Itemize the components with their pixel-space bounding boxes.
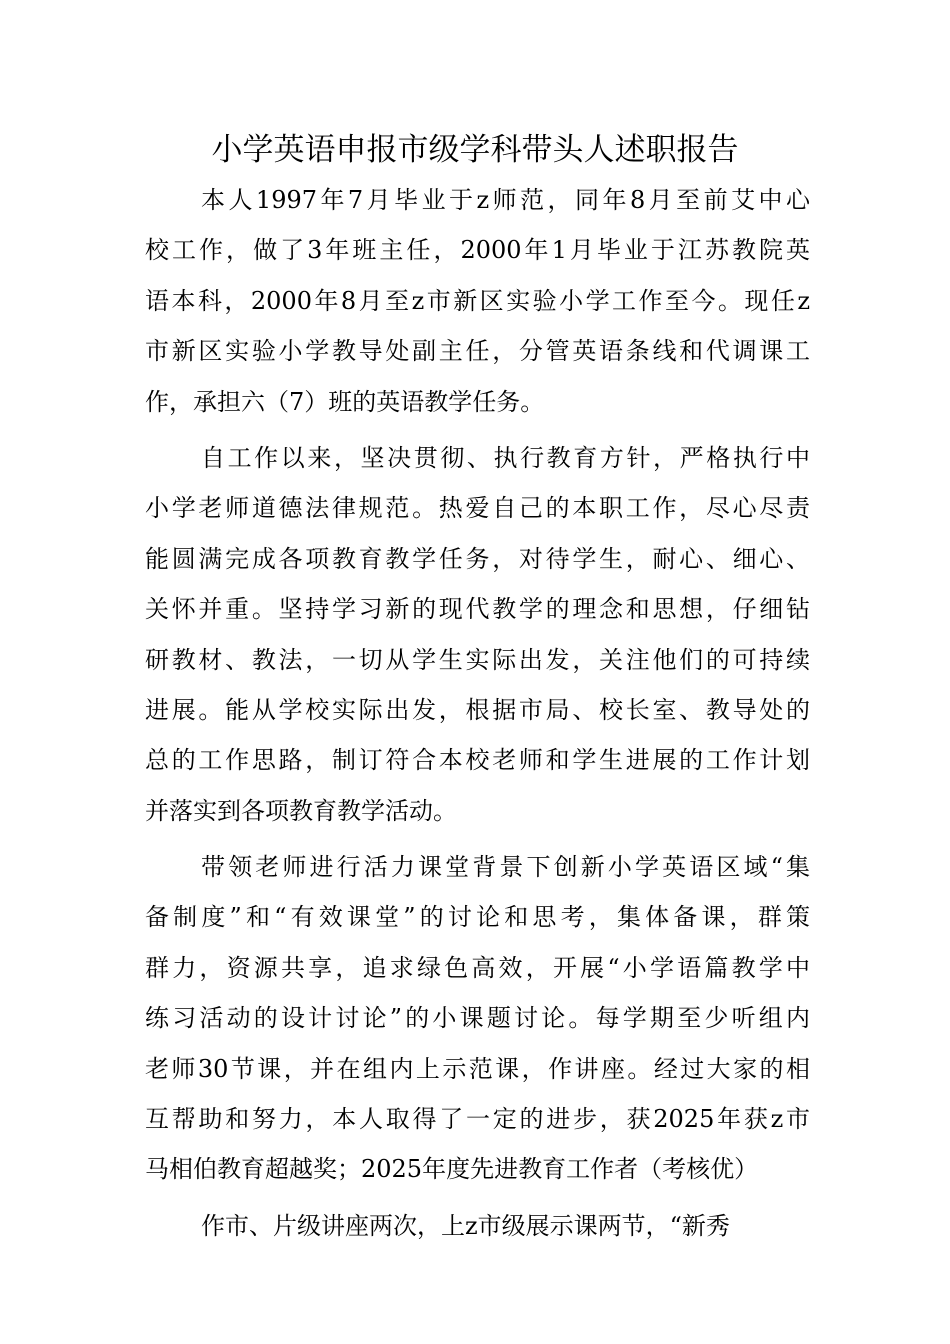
paragraph [145,433,810,836]
text-line: 校工作，做了3年班主任，2000年1月毕业于江苏教院英 [145,236,810,265]
text-line: 总的工作思路，制订符合本校老师和学生进展的工作计划 [145,746,810,775]
text-line: 关怀并重。坚持学习新的现代教学的理念和思想，仔细钻 [145,595,810,624]
text-line: 马相伯教育超越奖；2025年度先进教育工作者（考核优） [145,1155,759,1184]
text-line: 练习活动的设计讨论”的小课题讨论。每学期至少听组内 [145,1004,810,1033]
text-line: 备制度”和“有效课堂”的讨论和思考，集体备课，群策 [145,903,810,932]
text-line: 进展。能从学校实际出发，根据市局、校长室、教导处的 [145,695,810,724]
paragraph [145,1201,810,1251]
text-line: 带领老师进行活力课堂背景下创新小学英语区域“集 [201,853,810,882]
text-line: 群力，资源共享，追求绿色高效，开展“小学语篇教学中 [145,953,810,982]
text-line: 并落实到各项教育教学活动。 [145,796,457,825]
text-line: 作，承担六（7）班的英语教学任务。 [145,387,545,416]
text-line: 语本科，2000年8月至z市新区实验小学工作至今。现任z [145,286,810,315]
document-body [145,175,810,1251]
text-line: 小学老师道德法律规范。热爱自己的本职工作，尽心尽责 [145,494,810,523]
text-line: 互帮助和努力，本人取得了一定的进步，获2025年获z市 [145,1105,810,1134]
text-line: 老师30节课，并在组内上示范课，作讲座。经过大家的相 [145,1054,810,1083]
paragraph [145,842,810,1195]
text-line: 自工作以来，坚决贯彻、执行教育方针，严格执行中 [201,443,810,472]
text-line: 研教材、教法，一切从学生实际出发，关注他们的可持续 [145,645,810,674]
text-line: 本人1997年7月毕业于z师范，同年8月至前艾中心 [201,186,810,214]
document-title: 小学英语申报市级学科带头人述职报告 [211,132,739,168]
text-line: 市新区实验小学教导处副主任，分管英语条线和代调课工 [145,337,810,366]
text-line: 作市、片级讲座两次，上z市级展示课两节，“新秀 [201,1211,730,1240]
text-line: 能圆满完成各项教育教学任务，对待学生，耐心、细心、 [145,544,810,573]
paragraph [145,175,810,427]
